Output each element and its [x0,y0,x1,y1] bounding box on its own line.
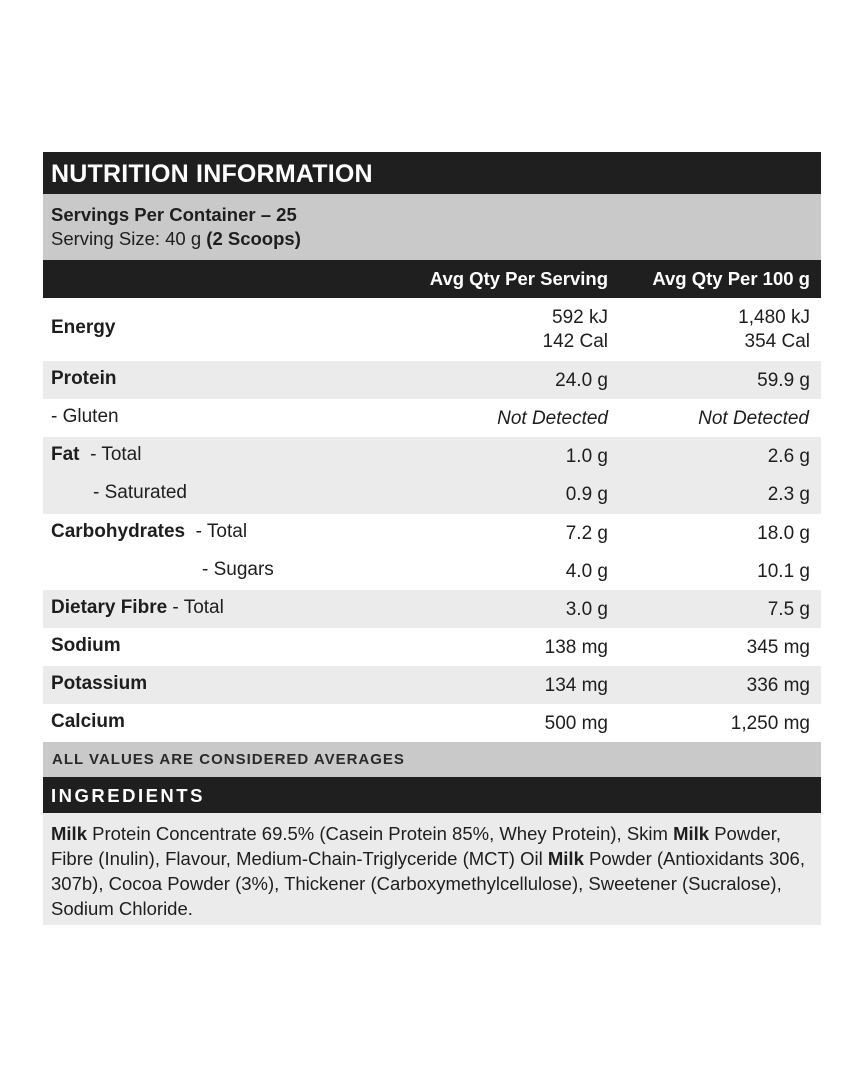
gluten-100g: Not Detected [698,408,809,429]
servings-per-container: Servings Per Container – 25 [51,204,297,225]
label-carb-sugars: - Sugars [202,559,274,580]
label-fat-total: - Total [90,444,142,465]
ingredients-heading: INGREDIENTS [43,777,821,813]
label-fat-saturated: - Saturated [93,482,187,503]
label-potassium: Potassium [51,673,148,694]
gluten-serving: Not Detected [497,408,608,429]
fat-total-100g: 2.6 g [767,446,810,467]
sodium-serving: 138 mg [544,637,608,658]
label-dietary-fibre [51,597,224,619]
carb-sugars-serving: 4.0 g [565,561,608,582]
nutrition-panel [43,152,821,925]
label-carb-total: - Total [195,521,248,542]
label-fat-main: Fat [51,444,80,465]
calcium-serving: 500 mg [544,713,608,734]
row-carbohydrates [43,514,821,590]
ingredient-allergen: Milk [673,823,710,844]
ingredients-text [43,813,821,925]
panel-title: NUTRITION INFORMATION [43,152,821,194]
energy-100g-kj: 1,480 kJ [738,307,810,328]
row-energy [43,298,821,361]
ingredient-allergen: Milk [51,823,87,844]
averages-note: ALL VALUES ARE CONSIDERED AVERAGES [43,742,821,777]
carb-sugars-100g: 10.1 g [757,561,810,582]
row-protein [43,361,821,399]
protein-100g: 59.9 g [757,370,810,391]
row-sodium [43,628,821,666]
calcium-100g: 1,250 mg [730,713,810,734]
ingredient-allergen: Milk [547,848,584,869]
protein-serving: 24.0 g [555,370,608,391]
serving-size [51,227,821,251]
fat-total-serving: 1.0 g [565,446,608,467]
row-fat [43,437,821,514]
label-fibre-main: Dietary Fibre [51,597,168,618]
label-sodium: Sodium [51,635,121,656]
sodium-100g: 345 mg [746,637,810,658]
servings-block [43,194,821,260]
fibre-serving: 3.0 g [565,599,608,620]
serving-size-text: Serving Size: 40 g [51,228,207,249]
ingredient-text: Powder, Fibre (Inulin), Flavour, Medium-Chain-Triglyceride (MCT) Oil [51,823,782,869]
energy-serving-cal: 142 Cal [542,331,608,352]
serving-size-scoops: (2 Scoops) [206,228,301,249]
row-potassium [43,666,821,704]
label-fat [51,444,141,466]
row-dietary-fibre [43,590,821,628]
table-header [43,260,821,298]
carb-total-serving: 7.2 g [565,523,608,544]
ingredient-text: Powder (Antioxidants 306, 307b), Cocoa Powder (3%), Thickener (Carboxymethylcellulose), Sweetener (Sucralose), Sodium Chloride. [51,848,805,919]
row-gluten [43,399,821,437]
label-fibre-total: - Total [167,597,224,618]
row-calcium [43,704,821,742]
fat-saturated-100g: 2.3 g [767,484,810,505]
fat-saturated-serving: 0.9 g [565,484,608,505]
energy-serving-kj: 592 kJ [552,307,608,328]
col-per-serving-header: Avg Qty Per Serving [429,268,608,289]
fibre-100g: 7.5 g [767,599,810,620]
label-gluten: - Gluten [51,406,119,427]
label-energy: Energy [51,317,116,338]
label-carbohydrates [51,521,247,543]
ingredient-text: Protein Concentrate 69.5% (Casein Protein 85%, Whey Protein), Skim [86,823,674,844]
label-carbohydrates-main: Carbohydrates [51,521,186,542]
carb-total-100g: 18.0 g [757,523,810,544]
potassium-serving: 134 mg [544,675,608,696]
label-protein: Protein [51,368,117,389]
energy-100g-cal: 354 Cal [744,331,810,352]
col-per-100g-header: Avg Qty Per 100 g [652,268,810,289]
label-calcium: Calcium [51,711,125,732]
potassium-100g: 336 mg [746,675,810,696]
